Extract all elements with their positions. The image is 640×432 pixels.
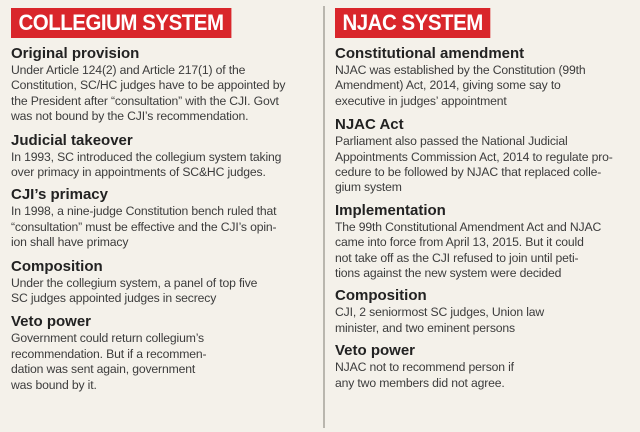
section-heading: Composition [11, 257, 103, 275]
section-heading: NJAC Act [335, 116, 404, 134]
section-text: Under Article 124(2) and Article 217(1) of the Constitution, SC/HC judges have to be appointed by the President after “consultation” with the CJI. Govt was not bound by the CJI’s recommendation. [11, 63, 286, 124]
section-cji-primacy [11, 186, 323, 250]
section-heading: Implementation [335, 201, 446, 219]
section-text: In 1998, a nine-judge Constitution bench ruled that “consultation” must be effective and the CJI’s opin- ion shall have primacy [11, 204, 277, 250]
section-constitutional-amendment [335, 45, 640, 109]
section-heading: Veto power [11, 313, 92, 331]
section-heading: Veto power [335, 342, 416, 360]
njac-banner: NJAC SYSTEM [335, 8, 490, 38]
section-text: The 99th Constitutional Amendment Act and NJAC came into force from April 13, 2015. But it could not take off as the CJI refused to join until peti- tions against the new system were decided [335, 219, 602, 281]
section-heading: CJI’s primacy [11, 186, 108, 204]
section-composition [335, 287, 640, 336]
section-text: NJAC was established by the Constitution (99th Amendment) Act, 2014, giving some say to executive in judges’ appointment [335, 63, 586, 108]
section-text: Government could return collegium’s recommendation. But if a recommen- dation was sent again, government was bound by it. [11, 331, 207, 392]
section-text: In 1993, SC introduced the collegium system taking over primacy in appointments of SC&HC judges. [11, 149, 282, 180]
section-judicial-takeover [11, 132, 323, 181]
section-heading: Original provision [11, 45, 140, 62]
njac-column [323, 0, 640, 432]
section-composition [11, 258, 323, 307]
section-veto-power [335, 342, 640, 391]
section-original-provision [11, 45, 323, 125]
section-text: NJAC not to recommend person if any two members did not agree. [335, 360, 514, 390]
section-implementation [335, 202, 640, 282]
section-njac-act [335, 116, 640, 196]
section-text: Parliament also passed the National Judicial Appointments Commission Act, 2014 to regulate pro- cedure to be followed by NJAC that replaced colle- gium system [335, 134, 613, 195]
section-heading: Composition [335, 287, 427, 305]
section-text: CJI, 2 seniormost SC judges, Union law minister, and two eminent persons [335, 305, 545, 335]
section-heading: Judicial takeover [11, 131, 133, 149]
section-heading: Constitutional amendment [335, 45, 525, 62]
collegium-banner: COLLEGIUM SYSTEM [11, 8, 231, 38]
section-veto-power [11, 313, 323, 393]
section-text: Under the collegium system, a panel of top five SC judges appointed judges in secrecy [11, 275, 258, 306]
